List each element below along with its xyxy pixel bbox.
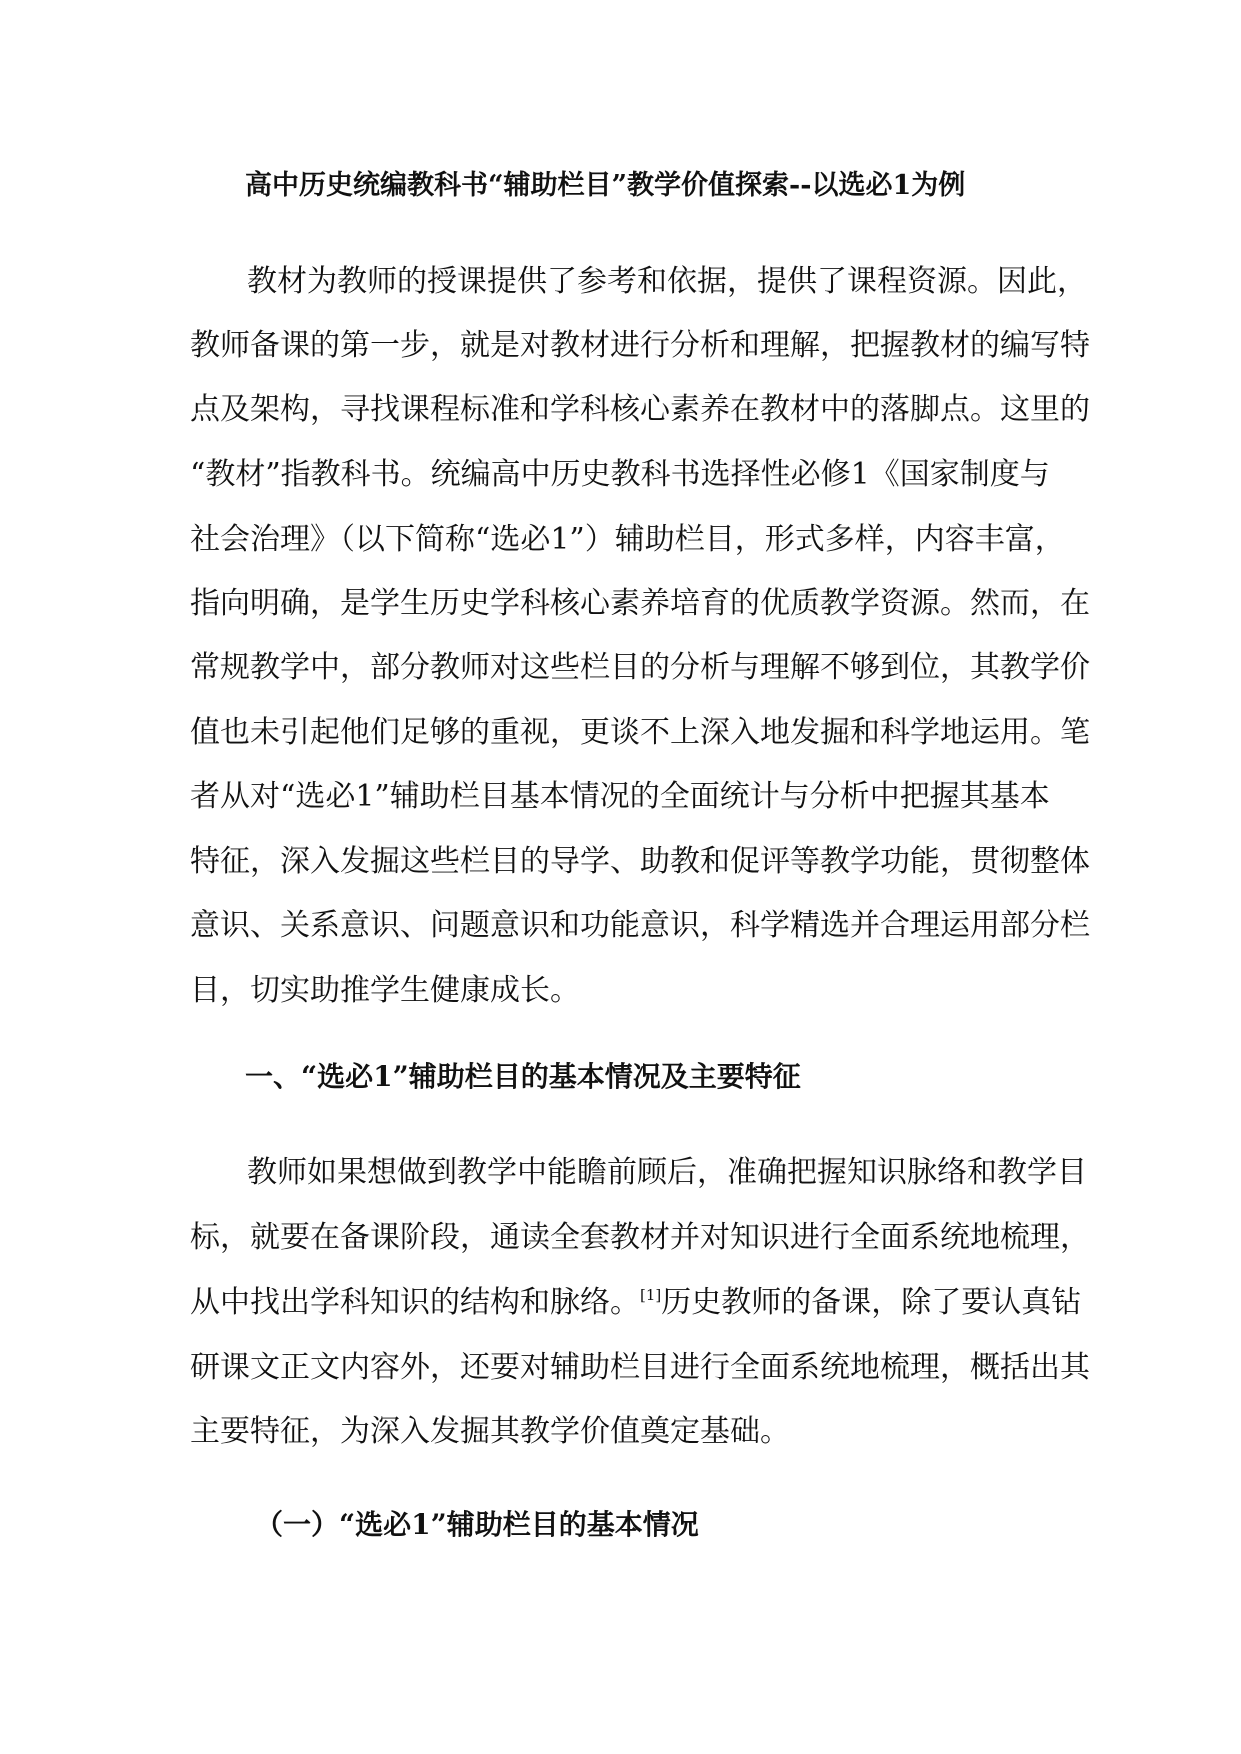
footnote-reference[interactable]: [1] <box>640 1286 662 1304</box>
paragraph-line: 教师备课的第一步，就是对教材进行分析和理解，把握教材的编写特 <box>190 328 1090 363</box>
paragraph-line-text: 从中找出学科知识的结构和脉络。 <box>190 1285 640 1320</box>
document-title: 高中历史统编教科书“辅助栏目”教学价值探索--以选必1为例 <box>245 170 966 201</box>
paragraph-line: 指向明确，是学生历史学科核心素养培育的优质教学资源。然而，在 <box>190 586 1090 621</box>
paragraph-line: “教材”指教科书。统编高中历史教科书选择性必修1《国家制度与 <box>190 457 1050 492</box>
paragraph-line-text: 历史教师的备课，除了要认真钻 <box>661 1285 1082 1320</box>
paragraph-line: 目，切实助推学生健康成长。 <box>190 973 580 1008</box>
paragraph-line: 常规教学中，部分教师对这些栏目的分析与理解不够到位，其教学价 <box>190 650 1090 685</box>
paragraph-line: 研课文正文内容外，还要对辅助栏目进行全面系统地梳理，概括出其 <box>190 1350 1090 1385</box>
paragraph-line: 主要特征，为深入发掘其教学价值奠定基础。 <box>190 1414 790 1449</box>
paragraph-line <box>190 1283 1081 1323</box>
paragraph-line: 意识、关系意识、问题意识和功能意识，科学精选并合理运用部分栏 <box>190 908 1090 943</box>
paragraph-line: 标，就要在备课阶段，通读全套教材并对知识进行全面系统地梳理， <box>190 1220 1090 1255</box>
section-heading: 一、“选必1”辅助栏目的基本情况及主要特征 <box>245 1060 801 1093</box>
paragraph-line: 教师如果想做到教学中能瞻前顾后，准确把握知识脉络和教学目 <box>247 1155 1087 1190</box>
paragraph-line: 值也未引起他们足够的重视，更谈不上深入地发掘和科学地运用。笔 <box>190 715 1090 750</box>
paragraph-line: 社会治理》（以下简称“选必1”）辅助栏目，形式多样，内容丰富， <box>190 522 1065 557</box>
paragraph-line: 特征，深入发掘这些栏目的导学、助教和促评等教学功能，贯彻整体 <box>190 844 1090 879</box>
subsection-heading: （一）“选必1”辅助栏目的基本情况 <box>255 1508 699 1541</box>
paragraph-line: 教材为教师的授课提供了参考和依据，提供了课程资源。因此， <box>247 264 1087 299</box>
paragraph-line: 点及架构，寻找课程标准和学科核心素养在教材中的落脚点。这里的 <box>190 392 1090 427</box>
paragraph-line: 者从对“选必1”辅助栏目基本情况的全面统计与分析中把握其基本 <box>190 779 1050 814</box>
